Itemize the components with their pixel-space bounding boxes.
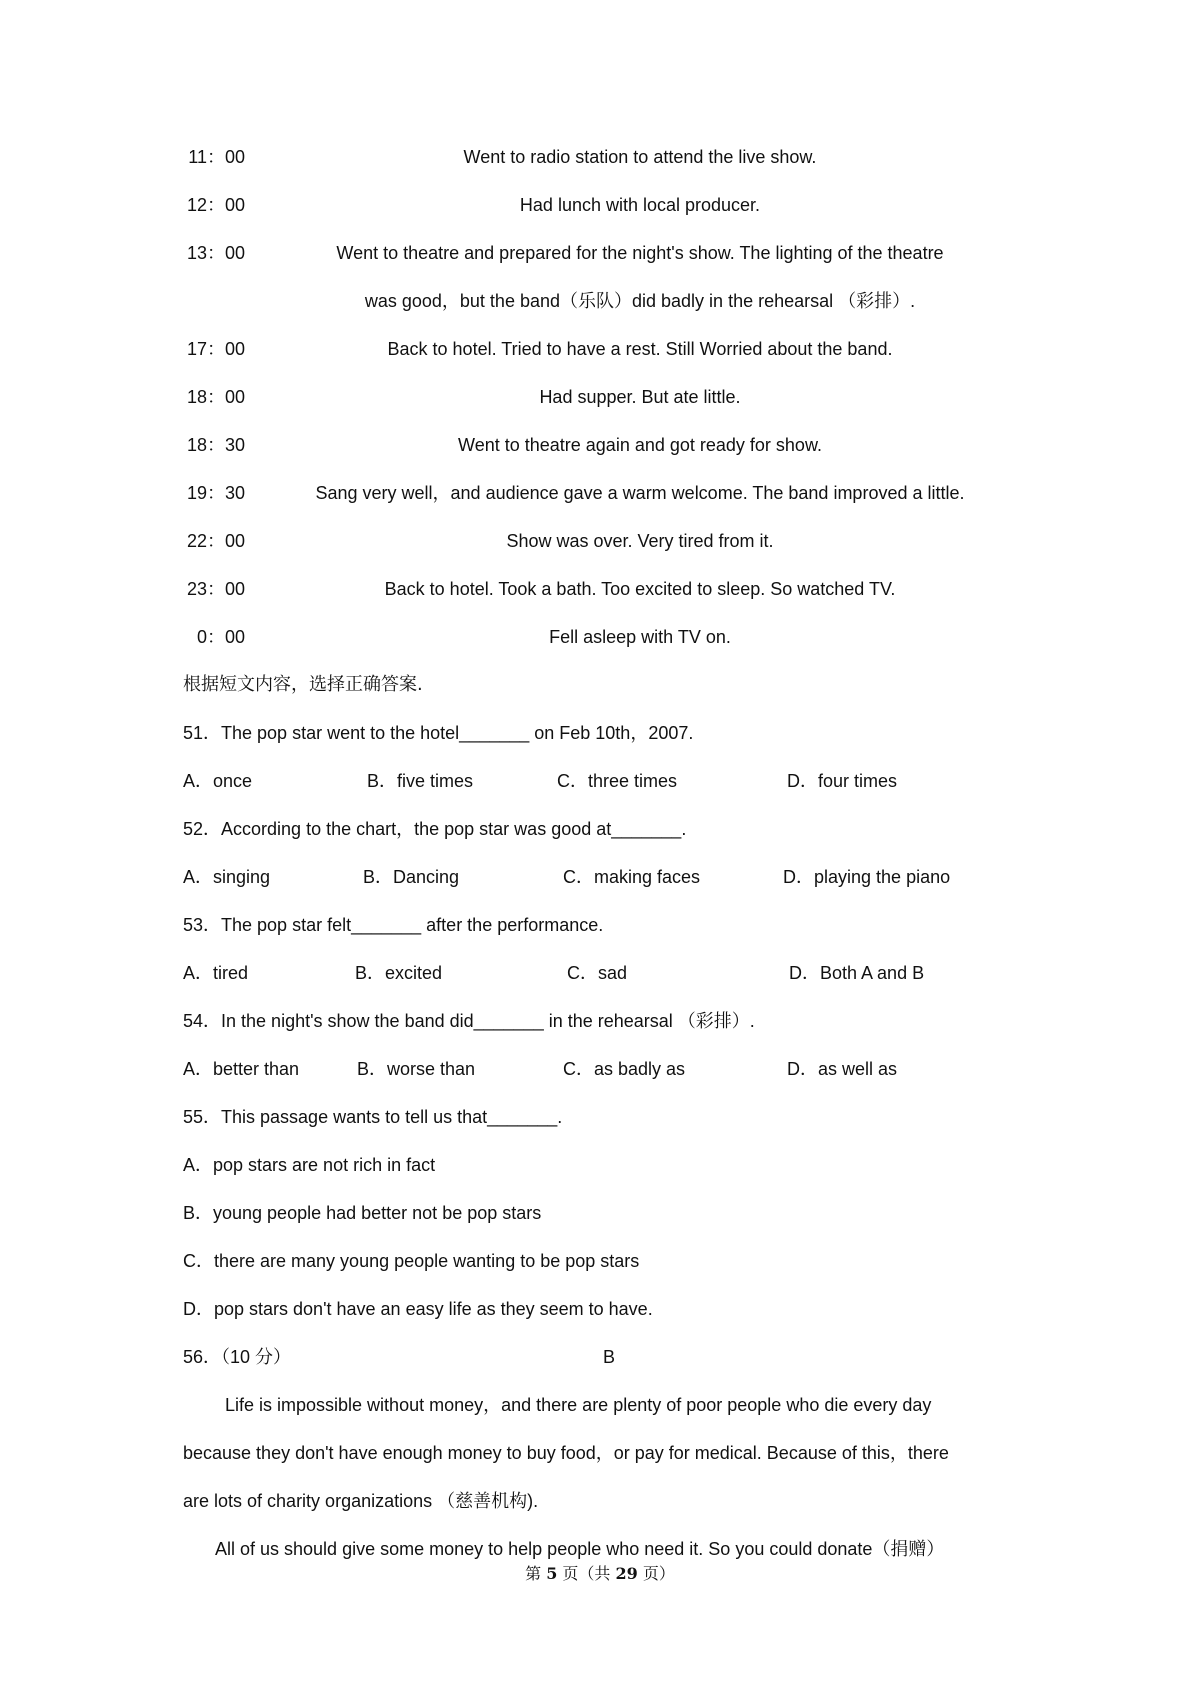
option-d: D．four times xyxy=(787,771,898,791)
option-c: C．there are many young people wanting to be pop stars xyxy=(183,1251,640,1271)
schedule-time: 17：00 xyxy=(186,339,245,359)
question-number: 56．（10 分） xyxy=(183,1347,292,1367)
schedule-time: 18：00 xyxy=(186,387,245,407)
question-stem: 54．In the night's show the band did_______ in the rehearsal （彩排）. xyxy=(183,1011,755,1031)
footer-prefix: 第 xyxy=(525,1564,542,1583)
schedule-event: Show was over. Very tired from it. xyxy=(506,531,774,551)
schedule-event: Had supper. But ate little. xyxy=(539,387,741,407)
footer-page-number: 5 xyxy=(546,1564,558,1583)
option-c: C．sad xyxy=(567,963,628,983)
option-a: A．once xyxy=(183,771,253,791)
schedule-event: Went to theatre again and got ready for show. xyxy=(458,435,822,455)
option-b: B．worse than xyxy=(357,1059,476,1079)
schedule-time: 0：00 xyxy=(196,627,245,647)
schedule-event-continued: was good，but the band（乐队）did badly in the rehearsal （彩排）. xyxy=(364,291,916,311)
schedule-time: 13：00 xyxy=(186,243,245,263)
option-d: D．as well as xyxy=(787,1059,898,1079)
footer-suffix: 页） xyxy=(642,1564,675,1583)
schedule-time: 22：00 xyxy=(186,531,245,551)
option-b: B．five times xyxy=(367,771,474,791)
schedule-event: Back to hotel. Tried to have a rest. Still Worried about the band. xyxy=(387,339,893,359)
option-d: D．Both A and B xyxy=(789,963,925,983)
section-label: B xyxy=(603,1347,616,1367)
page-footer xyxy=(0,1563,1200,1585)
question-stem: 52．According to the chart，the pop star was good at_______. xyxy=(183,819,687,839)
schedule-event: Sang very well，and audience gave a warm welcome. The band improved a little. xyxy=(315,483,965,503)
option-b: B．Dancing xyxy=(363,867,460,887)
option-d: D．playing the piano xyxy=(783,867,951,887)
footer-total-pages: 29 xyxy=(615,1564,638,1583)
passage-line: because they don't have enough money to buy food，or pay for medical. Because of this，there xyxy=(183,1443,949,1463)
schedule-time: 23：00 xyxy=(186,579,245,599)
schedule-time: 19：30 xyxy=(186,483,245,503)
option-a: A．singing xyxy=(183,867,271,887)
schedule-event: Had lunch with local producer. xyxy=(519,195,761,215)
option-a: A．better than xyxy=(183,1059,300,1079)
option-a: A．pop stars are not rich in fact xyxy=(183,1155,436,1175)
option-c: C．three times xyxy=(557,771,678,791)
question-stem: 53．The pop star felt_______ after the performance. xyxy=(183,915,604,935)
schedule-event: Went to theatre and prepared for the night's show. The lighting of the theatre xyxy=(336,243,944,263)
passage-line: are lots of charity organizations （慈善机构). xyxy=(183,1491,539,1511)
option-b: B．excited xyxy=(355,963,443,983)
option-d: D．pop stars don't have an easy life as they seem to have. xyxy=(183,1299,653,1319)
schedule-time: 12：00 xyxy=(186,195,245,215)
option-a: A．tired xyxy=(183,963,249,983)
option-c: C．as badly as xyxy=(563,1059,686,1079)
schedule-time: 18：30 xyxy=(186,435,245,455)
footer-middle: 页（共 xyxy=(562,1564,611,1583)
schedule-event: Went to radio station to attend the live show. xyxy=(463,147,817,167)
passage-line: All of us should give some money to help people who need it. So you could donate（捐赠） xyxy=(215,1539,945,1559)
question-stem: 51．The pop star went to the hotel_______ on Feb 10th，2007. xyxy=(183,723,694,743)
schedule-time: 11：00 xyxy=(188,147,245,167)
question-stem: 55．This passage wants to tell us that_______. xyxy=(183,1107,563,1127)
option-c: C．making faces xyxy=(563,867,701,887)
instruction-text: 根据短文内容，选择正确答案. xyxy=(183,674,423,695)
schedule-event: Fell asleep with TV on. xyxy=(549,627,731,647)
schedule-event: Back to hotel. Took a bath. Too excited to sleep. So watched TV. xyxy=(384,579,896,599)
option-b: B．young people had better not be pop stars xyxy=(183,1203,542,1223)
passage-line: Life is impossible without money，and there are plenty of poor people who die every day xyxy=(225,1395,932,1415)
